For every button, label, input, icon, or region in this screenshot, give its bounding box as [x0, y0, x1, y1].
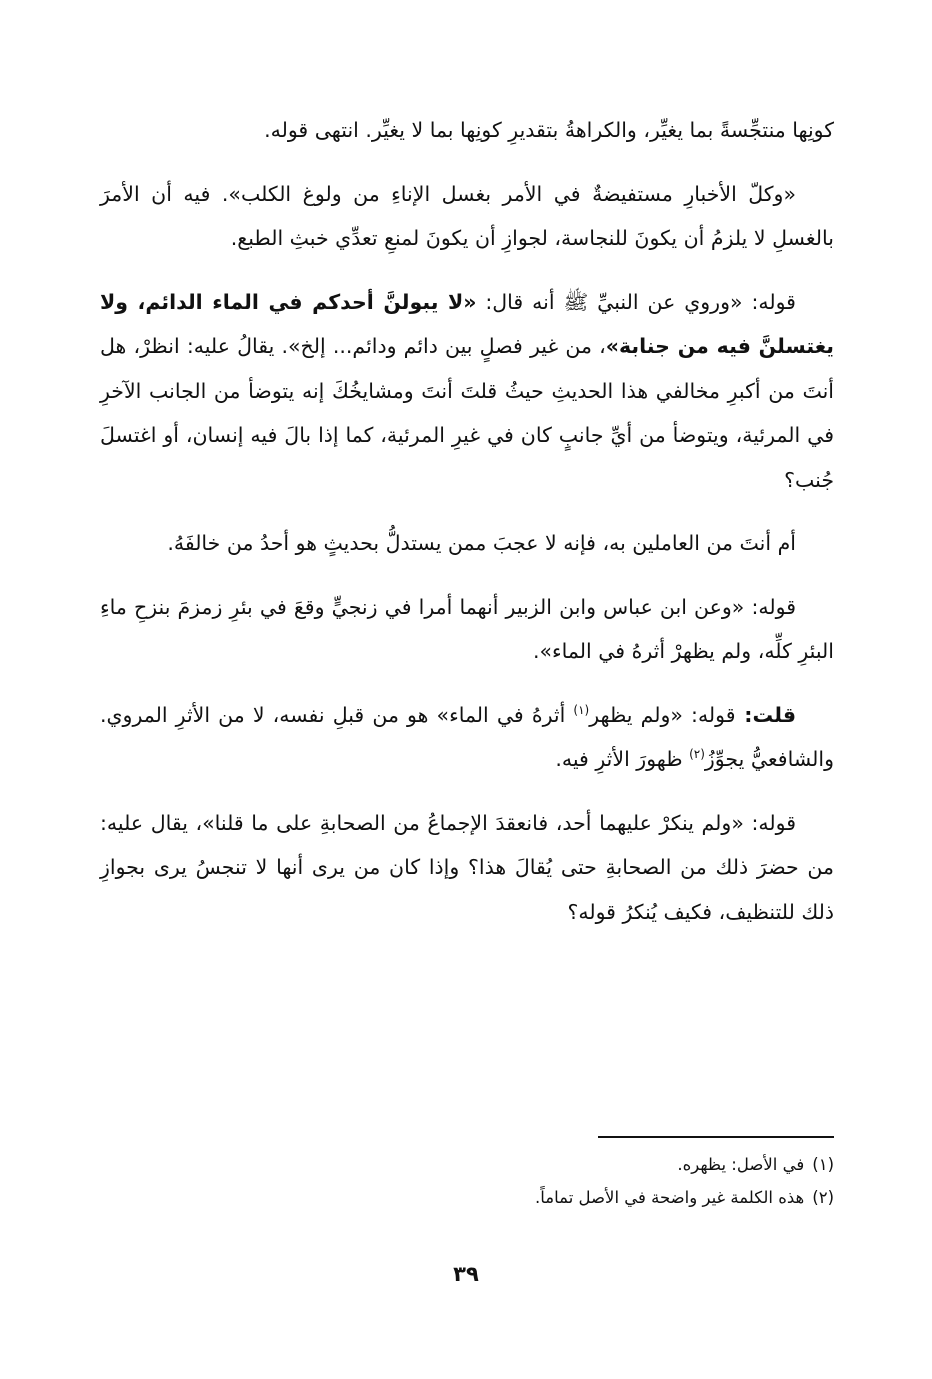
paragraph-7: قوله: «ولم ينكرْ عليهما أحد، فانعقدَ الإجماعُ من الصحابةِ على ما قلنا»، يقال عليه: من حضرَ ذلك من الصحابةِ حتى يُقالَ هذا؟ وإذا كان من يرى أنها لا تنجسُ يرى بجوازِ ذلك للتنظيف، فكيف يُنكرُ قوله؟ [100, 810, 834, 924]
footnote-2 [100, 1181, 834, 1214]
paragraph-2: «وكلّ الأخبارِ مستفيضةٌ في الأمر بغسل الإناءِ من ولوغ الكلب». فيه أن الأمرَ بالغسلِ لا يلزمُ أن يكونَ للنجاسة، لجوازِ أن يكونَ لمنعِ تعدِّي خبثِ الطبع. [100, 181, 834, 250]
paragraph-6 [100, 693, 834, 782]
paragraph-1: كونِها منتجِّسةً بما يغيِّر، والكراهةُ بتقديرِ كونِها بما لا يغيِّر. انتهى قوله. [264, 118, 834, 142]
footnote-ref-2[interactable]: (٢) [689, 747, 705, 762]
paragraph-4: أم أنتَ من العاملين به، فإنه لا عجبَ ممن يستدلُّ بحديثٍ هو أحدُ من خالفَهُ. [167, 531, 796, 555]
paragraph-5: قوله: «وعن ابن عباس وابن الزبير أنهما أمرا في زنجيٍّ وقعَ في بئرِ زمزمَ بنزحِ ماءِ البئرِ كلِّه، ولم يظهرْ أثرهُ في الماء». [100, 594, 834, 663]
paragraph-3 [100, 280, 834, 503]
footnote-1-text: في الأصل: يظهره. [677, 1155, 805, 1174]
qultu-label: قلت: [735, 702, 796, 727]
footnote-ref-1[interactable]: (١) [573, 702, 590, 717]
hadith-quote: «لا يبولنَّ أحدكم في الماء الدائم، ولا يغتسلنَّ فيه من جنابة» [100, 289, 834, 358]
footnotes [100, 1148, 834, 1214]
page-number: ٣٩ [453, 1262, 479, 1286]
paragraph-3-intro: قوله: «وروي عن النبيِّ ﷺ أنه قال: [476, 289, 796, 314]
paragraph-6-part-b: أثرهُ في الماء» هو من قبلِ نفسه، لا من الأثرِ المروي. والشافعيُّ يجوِّزُ [100, 702, 834, 771]
paragraph-6-part-c: ظهورَ الأثرِ فيه. [555, 747, 690, 771]
paragraph-6-part-a: قوله: «ولم يظهر [589, 702, 736, 727]
paragraph-3-rest: ، من غير فصلٍ بين دائم ودائم... إلخ». يقالُ عليه: انظرْ، هل أنتَ من أكبرِ مخالفي هذا الحديثِ حيثُ قلتَ أنتَ ومشايخُكَ إنه يتوضأ من الجانب الآخرِ في المرئية، ويتوضأ من أيِّ جانبٍ كان في غيرِ المرئية، كما إذا بالَ فيه إنسان، أو اغتسلَ جُنب؟ [100, 334, 834, 492]
footnote-2-number: (٢) [812, 1188, 834, 1207]
footnote-1 [100, 1148, 834, 1181]
footnote-2-text: هذه الكلمة غير واضحة في الأصل تماماً. [535, 1188, 805, 1207]
page-body [100, 108, 834, 953]
footnote-divider [598, 1136, 834, 1138]
footnote-1-number: (١) [812, 1155, 834, 1174]
